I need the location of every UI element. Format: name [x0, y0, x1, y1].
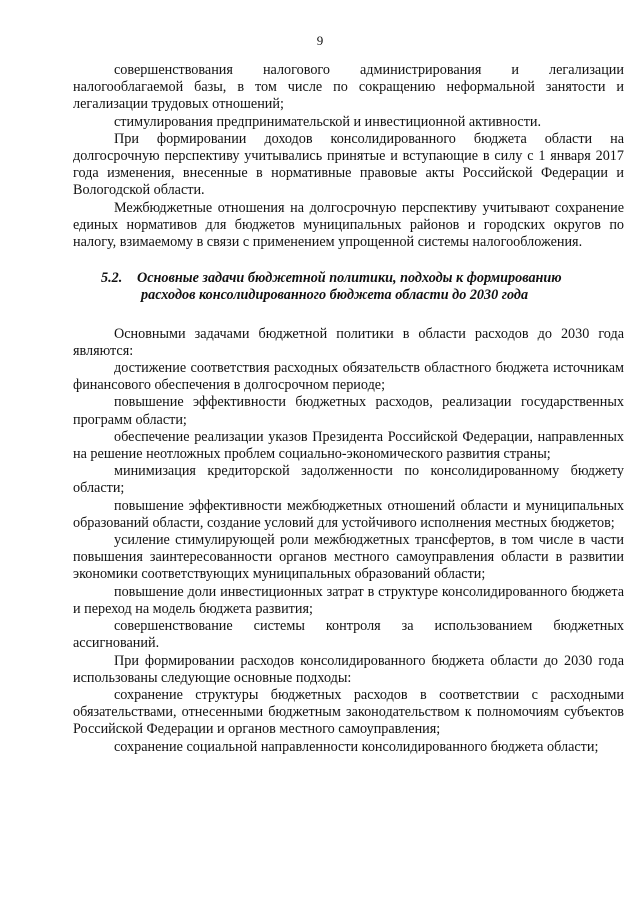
paragraph: При формировании доходов консолидированного бюджета области на долгосрочную перспективу учитывались принятые и вступающие в силу с 1 января 2017 года изменения, внесенные в нормативные правовые акты Российской Федерации и Вологодской области. — [73, 130, 624, 199]
list-item: повышение эффективности межбюджетных отношений области и муниципальных образований области, создание условий для устойчивого исполнения местных бюджетов; — [73, 497, 624, 531]
list-item: усиление стимулирующей роли межбюджетных трансфертов, в том числе в части повышения заинтересованности органов местного самоуправления области в развитии экономики соответствующих муниципальных образований области; — [73, 532, 624, 583]
list-item: минимизация кредиторской задолженности по консолидированному бюджету области; — [73, 463, 624, 497]
document-body — [73, 62, 624, 756]
paragraph: стимулирования предпринимательской и инвестиционной активности. — [114, 113, 542, 130]
paragraph: совершенствования налогового администрирования и легализации налогооблагаемой базы, в том числе по сокращению неформальной занятости и легализации трудовых отношений; — [73, 62, 624, 113]
list-item: повышение эффективности бюджетных расходов, реализации государственных программ области; — [73, 394, 624, 428]
list-item: обеспечение реализации указов Президента Российской Федерации, направленных на решение неотложных проблем социально-экономического развития страны; — [73, 428, 624, 463]
section-title-line2: расходов консолидированного бюджета области до 2030 года — [141, 287, 529, 304]
list-item: достижение соответствия расходных обязательств областного бюджета источникам финансового обеспечения в долгосрочном периоде; — [73, 360, 624, 394]
list-item: сохранение социальной направленности консолидированного бюджета области; — [114, 738, 599, 755]
section-number: 5.2. — [101, 270, 123, 287]
list-item: повышение доли инвестиционных затрат в структуре консолидированного бюджета и переход на модель бюджета развития; — [73, 583, 624, 617]
paragraph: Межбюджетные отношения на долгосрочную перспективу учитывают сохранение единых нормативов для бюджетов муниципальных районов и городских округов по налогу, взимаемому в связи с применением упрощенной системы налогообложения. — [73, 199, 624, 251]
section-title-line1: Основные задачи бюджетной политики, подходы к формированию — [137, 270, 562, 287]
list-item: сохранение структуры бюджетных расходов в соответствии с расходными обязательствами, отнесенными бюджетным законодательством к полномочиям субъектов Российской Федерации и органов местного самоуправления; — [73, 686, 624, 738]
paragraph: При формировании расходов консолидированного бюджета области до 2030 года использованы следующие основные подходы: — [73, 652, 624, 686]
paragraph: Основными задачами бюджетной политики в области расходов до 2030 года являются: — [73, 325, 624, 359]
page-number: 9 — [316, 33, 324, 48]
section-heading — [73, 270, 624, 304]
list-item: совершенствование системы контроля за использованием бюджетных ассигнований. — [73, 618, 624, 652]
